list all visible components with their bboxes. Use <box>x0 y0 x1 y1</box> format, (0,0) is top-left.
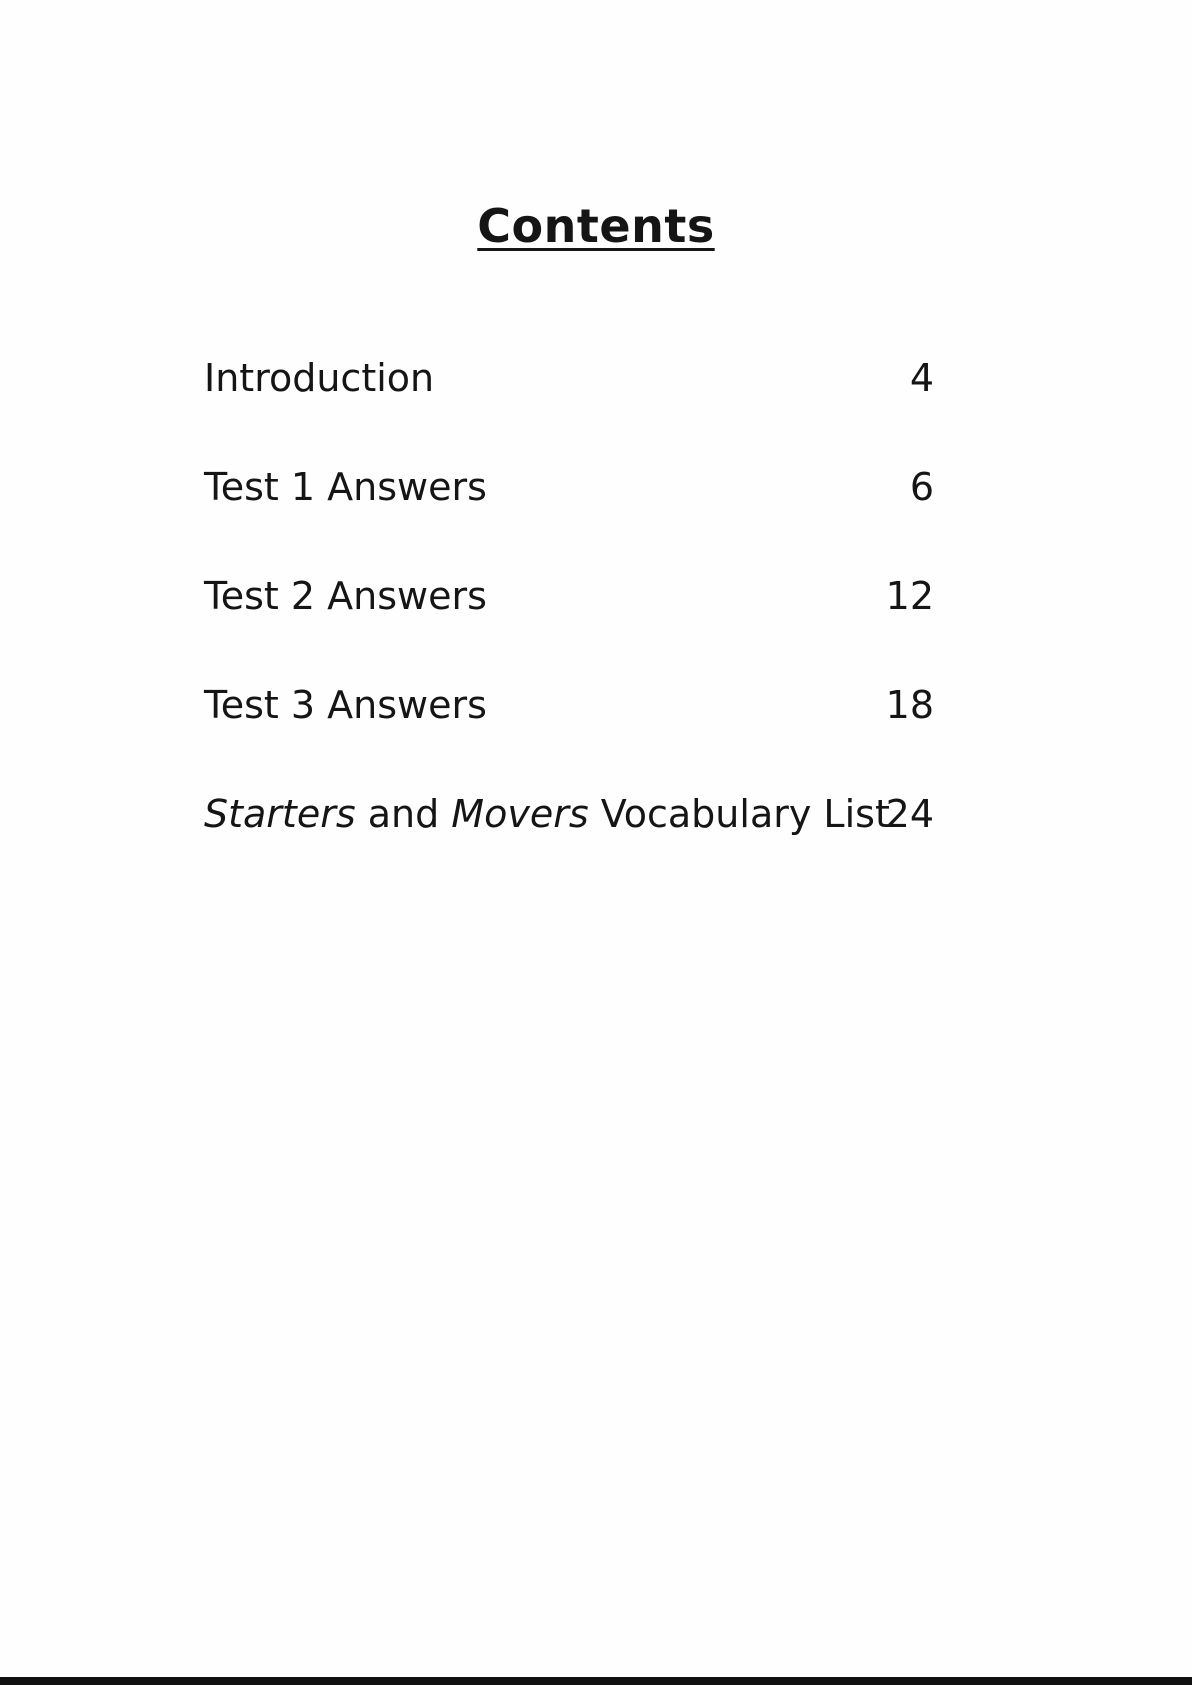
and-label-text: and <box>355 792 452 836</box>
toc-entry-label: Introduction <box>204 356 435 400</box>
toc-entry-label: Test 1 Answers <box>204 465 487 509</box>
toc-entry-introduction[interactable] <box>204 348 934 457</box>
toc-entry-vocabulary-list[interactable] <box>204 784 934 893</box>
starters-label-text: Starters <box>204 792 356 836</box>
toc-entry-label: Test 2 Answers <box>204 574 487 618</box>
toc-entry-label: Test 3 Answers <box>204 683 487 727</box>
toc-entry-page-number: 12 <box>885 574 934 618</box>
toc-entry-page-number: 18 <box>885 683 934 727</box>
toc-entry-label <box>204 784 890 844</box>
bottom-border-strip <box>0 1677 1192 1685</box>
table-of-contents <box>204 348 934 893</box>
toc-entry-test-3-answers[interactable] <box>204 675 934 784</box>
toc-entry-page-number: 24 <box>885 792 934 836</box>
toc-entry-page-number: 6 <box>909 465 934 509</box>
movers-label-text: Movers <box>451 792 589 836</box>
vocabulary-list-label-text: Vocabulary List <box>588 792 890 836</box>
page-title: Contents <box>477 199 715 253</box>
toc-entry-test-1-answers[interactable] <box>204 457 934 566</box>
toc-entry-page-number: 4 <box>909 356 934 400</box>
toc-entry-test-2-answers[interactable] <box>204 566 934 675</box>
